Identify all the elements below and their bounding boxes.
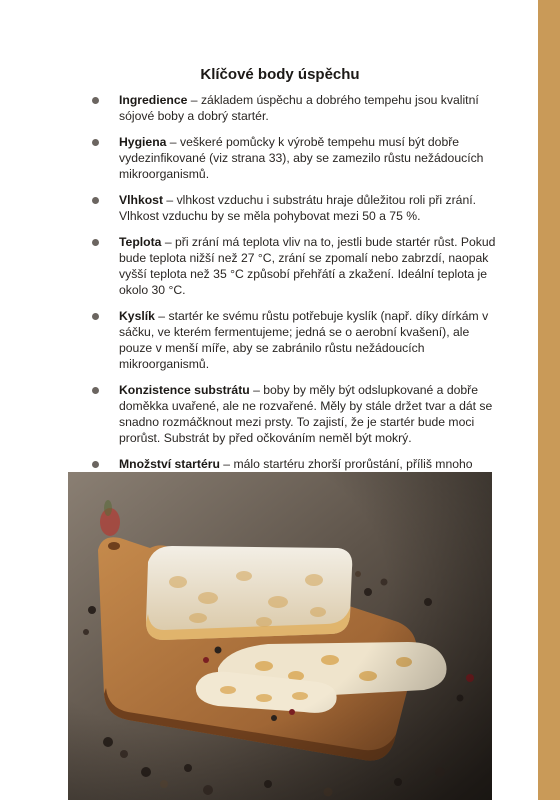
item-term: Kyslík (119, 309, 155, 323)
bullet-icon (92, 387, 99, 394)
item-term: Množství startéru (119, 457, 220, 471)
item-term: Hygiena (119, 135, 167, 149)
list-item (92, 192, 500, 224)
item-text: – málo startéru zhorší prorůstání, příliš mnoho (223, 457, 473, 471)
item-term: Vlhkost (119, 193, 164, 207)
key-points-list (92, 92, 500, 498)
item-term: Teplota (119, 235, 162, 249)
bullet-icon (92, 197, 99, 204)
item-term: Ingredience (119, 93, 188, 107)
bullet-icon (92, 239, 99, 246)
item-text: – vlhkost vzduchu i substrátu hraje důležitou roli při zrání. Vlhkost vzduchu by se měla pohybovat mezi 50 a 75 %. (119, 193, 476, 223)
item-text: – startér ke svému růstu potřebuje kyslík (např. díky dírkám v sáčku, ve kterém fermentujeme; jedná se o aerobní kvašení), ale pouze v menší míře, aby se zabránilo růstu nežádoucích mikroorganismů. (119, 309, 489, 371)
item-text: – základem úspěchu a dobrého tempehu jsou kvalitní sójové boby a dobrý startér. (119, 93, 479, 123)
item-text: – při zrání má teplota vliv na to, jestli bude startér růst. Pokud bude teplota nižší než 27 °C, zrání se zpomalí nebo zabrzdí, naopak vyšší teplota než 35 °C způsobí přehřátí a zkažení. Ideální teplota je okolo 30 °C. (119, 235, 496, 297)
tempeh-photo (68, 472, 492, 800)
side-color-strip (538, 0, 560, 800)
item-term: Konzistence substrátu (119, 383, 250, 397)
bullet-icon (92, 139, 99, 146)
list-item (92, 234, 500, 298)
item-text: – boby by měly být odslupkované a dobře doměkka uvařené, ale ne rozvařené. Měly by stále držet tvar a dát se snadno rozmáčknout mezi prsty. To zajistí, že je startér bude moci prorůst. Substrát by před očkováním neměl být mokrý. (119, 383, 493, 445)
list-item (92, 382, 500, 446)
item-text: – veškeré pomůcky k výrobě tempehu musí být dobře vydezinfikované (viz strana 33), aby se zamezilo růstu nežádoucích mikroorganismů. (119, 135, 484, 181)
list-item (92, 134, 500, 182)
bullet-icon (92, 461, 99, 468)
bullet-icon (92, 97, 99, 104)
list-item (92, 308, 500, 372)
page-heading: Klíčové body úspěchu (200, 66, 360, 83)
list-item (92, 92, 500, 124)
bullet-icon (92, 313, 99, 320)
